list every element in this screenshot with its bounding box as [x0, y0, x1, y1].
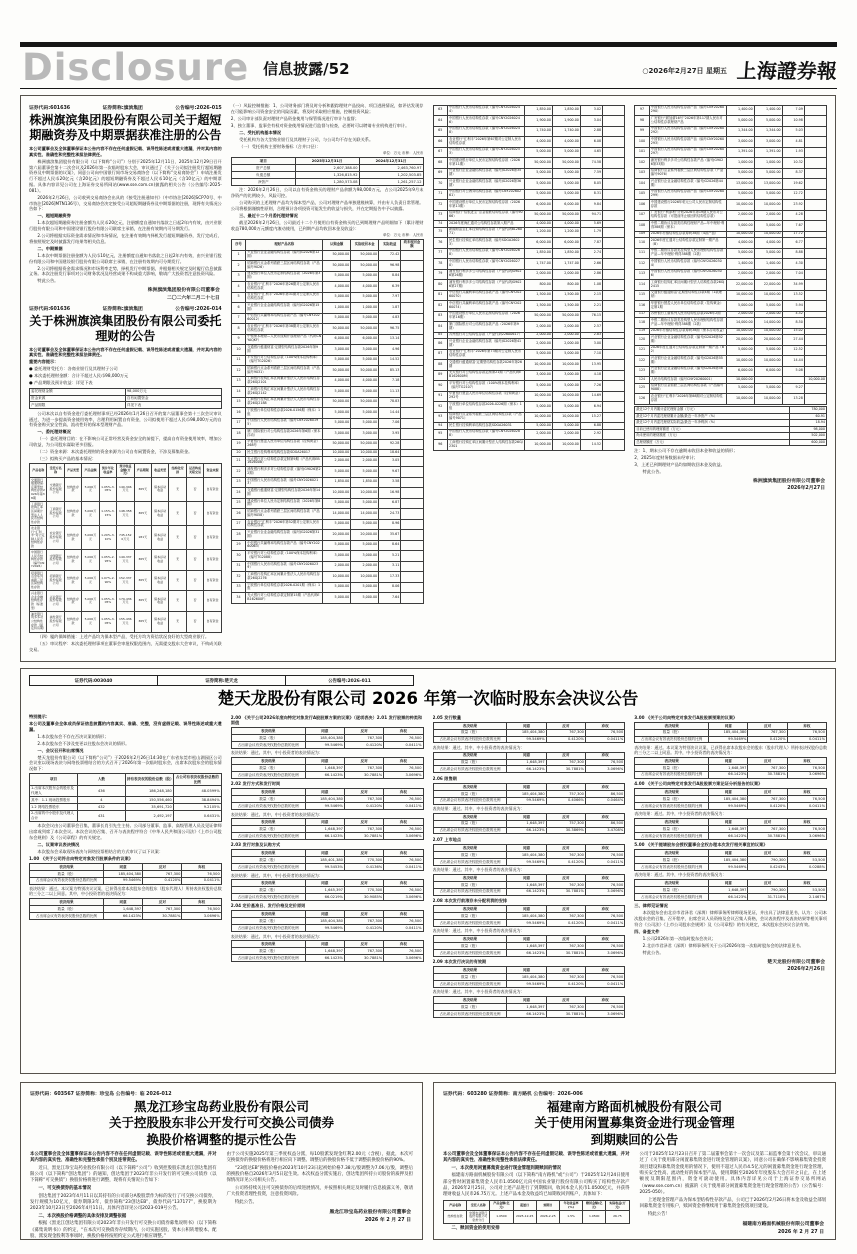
table-row: 委托理财金额 98,000万元: [30, 388, 222, 395]
table-row: 1.出席本次股东会的股东及代理人 436 186,248,180 48.0599%: [31, 786, 220, 795]
table-row: 94 民生银行挂钩利率结构性存款SDGA26031 5,000.00 5,000.00 6.88: [433, 423, 625, 430]
matured-products-table-3: [634, 105, 827, 405]
table-row: 123 兴业银行企业金融结构性存款（编号JG2026第58期） 6,000.00 6,000.00 5.08: [635, 366, 827, 377]
table-row: 104 兴业银行企业金融结构性存款（编号JG2026第44期） 13,000.00 13,000.00 19.62: [635, 179, 827, 190]
table-row: 82 中信银行共赢利率结构性存款产品（编号CNY20260074） 1,500.00 1,500.00 2.21: [433, 301, 625, 312]
table-row: 11 平安银行对公结构性存款（100%保本挂钩利率）（编号TG2026） 5,000.00 5,000.00 14.52: [231, 355, 423, 366]
table-row: 68 中国建设银行单位人民币定制结构性存款（2026年第11期） 50,000.00 50,000.00 74.58: [433, 158, 625, 169]
table-row: 最近12个月内委托理财累计金额/最近一年净资产（%） 60.91: [635, 413, 827, 420]
table-row: 99 中国银行人民币结构性存款产品（编号CNY20260292） 1,344.00 1,344.00 5.03: [635, 126, 827, 137]
table-row: 95 中国银行人民币结构性存款（编号CNY20260288） 2,000.00 2,000.00 2.92: [433, 429, 625, 440]
table-row: 64 中国银行人民币结构性存款（编号CNY20260246） 1,900.00 1,900.00 3.04: [433, 116, 625, 127]
vote-group: 4.00 《关于公司向特定对象发行A股股票方案论证分析报告的议案》 表决结果 同意 反对 弃权 数量（股） 185,404,380 767,300 76,500 占出席会议有效表决权股份总数的比例 99.5469% 0.4120% 0.0411% 表决结果：通过。其中，中小投资者的表决情况为： 表决结果 同意 反对 弃权 数量（股） 1,648,397 767,300 76,500 占出席会议有效表决权股份总数的比例 66.1423% 30.7881% 3.0696%: [634, 781, 827, 840]
vote-table-minority: 表决结果 同意 反对 弃权 数量（股） 1,648,397 757,300 86,500 占出席会议有效表决权股份总数的比例 66.1423% 30.3869% 3.4708%: [433, 813, 626, 835]
masthead: [22, 47, 837, 87]
table-row: 总理财额度（万元） 600,000: [635, 439, 827, 446]
codes-line: 证券代码:003040 证券简称:楚天龙 公告编号:2026-011: [29, 675, 414, 686]
table-row: 资金来源 自有闲置资金: [30, 395, 222, 402]
table-row: 83 中国建设银行单位人民币定制结构性存款（2026年第16期） 50,000.00 50,000.00 76.15: [433, 311, 625, 322]
table-row: 110 2026年度汇通对公结构性存款定制第一期产品（B） 4,000.00 4,000.00 6.77: [635, 238, 827, 249]
table-row: 126 农业银行“汇利丰”2026年第88期对公定制结构性存款 10,000.00 10,000.00 13.28: [635, 394, 827, 405]
unit-note: 单位：万元 币种：人民币: [382, 232, 424, 237]
table-row: 92 宁波银行单位结构性存款2026-0226期（保本）1组 5,000.00 5,000.00 6.94: [433, 402, 625, 413]
table-row: 招商银行点金系列看跌三层区间结构性存款 招商银行股份有限公司 结构性存款 5,000万元 1.07%-2.90% 152-337万元 365天 保本浮动收益 无 否 自有资金: [30, 570, 222, 591]
vote-group: 2.05 发行数量 表决结果 同意 反对 弃权 数量（股） 185,404,380 767,300 76,500 占出席会议有效表决权股份总数的比例 99.5469% 0.4120% 0.0411% 表决结果：通过。其中，中小投资者的表决情况为： 表决结果 同意 反对 弃权 数量（股） 1,648,397 767,300 76,500 占出席会议有效表决权股份总数的比例 66.1423% 30.7881% 3.0696%: [433, 715, 626, 774]
financial-summary-table: 项目 2025年12月31日 2024年12月31日 资产总额 2,607,388.00 2,463,760.97 负债总额 1,326,815.92 1,202,503.85 净资产 1,280,573.08 1,261,257.12: [231, 157, 424, 186]
body-text: 注：2026年2月26日，公司以自有资金购买的理财产品余额为98,000万元，占公司2025年9月末净资产的比例较小，风险可控。 公司购买的上述理财产品均为保本型产品，公司对理财产品单独建账核算，并由专人负责日常管理。公司将根据谨慎性原则，合理预计各项投资可能发生的收益与损失，并在定期报告中予以披露。 三、最近十二个月委托理财情况 截至2026年2月26日，公司最近十二个月使用自有资金购买的已到期理财产品明细如下（累计理财收益780,000万元额度内滚动使用，已到期产品均收回本金及收益）：: [230, 187, 424, 231]
agm-column-1: [29, 714, 222, 1059]
table-row: 1.2 网络投票股东 432 35,691,720 9.2105%: [31, 804, 220, 809]
codes-line: 证券代码:601636 证券简称:旗滨集团 公告编号:2026-015: [29, 106, 222, 111]
table-row: 21 光大银行对公结构性存款定制第9期（产品代码EB162600B） 2,000.00 2,000.00 3.05: [231, 456, 423, 467]
notes-text: 注：1、期末公司不存在逾期未收回本金和收益的情形； 2、2025年度财务数据未经审计； 3、上述已到期理财产品均如期收回本金及收益。 特此公告。: [634, 447, 738, 474]
table-row: 122 兴业银行企业金融结构性存款（编号JG2026第55期） 10,000.00 10,000.00 14.44: [635, 356, 827, 367]
brand-text: Disclosure: [22, 45, 250, 89]
announcement-zhenbaodao-block: [20, 1082, 423, 1240]
matured-products-table-2: [433, 105, 626, 451]
vote-table: 表决结果 同意 反对 弃权 数量（股） 185,404,380 767,300 76,500 占出席会议有效表决权股份总数的比例 99.5469% 0.4120% 0.0411%: [433, 966, 626, 988]
table-row: 26 招商银行点金系列看跌三层区间结构性存款（产品编号9058） 14,000.00 14,000.00 24.73: [231, 509, 423, 520]
vote-group: 5.00 《关于提请股东会授权董事会全权办理本次发行相关事宜的议案》 表决结果 同意 反对 弃权 数量（股） 185,404,380 790,300 53,500 占出席会议有效表决权股份总数的比例 99.5469% 0.4243% 0.0288% 表决结果：通过。其中，中小投资者的表决情况为： 表决结果 同意 反对 弃权 数量（股） 1,648,397 790,300 53,500 占出席会议有效表决权股份总数的比例 66.1423% 31.7110% 2.1467%: [634, 842, 827, 901]
vote-table: 表决结果 同意 反对 弃权 数量（股） 185,404,380 767,300 76,500 占出席会议有效表决权股份总数的比例 99.5469% 0.4120% 0.0411%: [634, 788, 827, 810]
body-text: 特别提示： 本公司及董事会全体成员保证信息披露的内容真实、准确、完整，没有虚假记载、误导性陈述或重大遗漏。 1.本次股东会不存在否决议案的情形； 2.本次股东会不涉及变更以往股东会决议的情形。 一、会议召开和出席情况 楚天龙股份有限公司（以下简称“公司”）于2026年2月26日14:30在广东省东莞市松山湖园区公司会议室以现场表决与网络投票相结合的方式召开了2026年第一次临时股东会，出席本次股东会的股东情况如下：: [29, 713, 222, 772]
vote-table-minority: 表决结果 同意 反对 弃权 数量（股） 1,648,397 767,300 76,500 占出席会议有效表决权股份总数的比例 66.1423% 30.7881% 3.0696%: [29, 898, 222, 920]
table-row: 结构性存款 中国农业银行股份有限公司泉州分行 1.0500 2025-12-25 2026-2-25 1.5% 1.0500 26.75: [444, 1211, 630, 1224]
body-text: 本公司董事会及全体董事保证本公告内容不存在任何虚假记载、误导性陈述或者重大遗漏，并对其内容的真实性、准确性和完整性承担法律责任。 株洲旗滨集团股份有限公司（以下简称“公司”）分别于2025年12月11日、2025年12月29日召开第六届董事会第十二次会议及2026年第一次临时股东大会，审议通过了《关于公司拟注册发行超短期融资券及中期票据的议案》，同意公司向中国银行间市场交易商协会（以下简称“交易商协会”）申请注册发行不超过人民币20亿元（含20亿元）的超短期融资券及不超过人民币10亿元（含10亿元）的中期票据。具体内容详见公司在上海证券交易所网站(www.sse.com.cn)披露的相关公告（公告编号:2025-081）。 2026年2月26日，公司收到交易商协会出具的《接受注册通知书》（中市协注[2026]SCP70号、中市协注[2026]MTN136号），交易商协会决定接受公司超短期融资券及中期票据的注册，现将有关情况公告如下： 一、超短期融资券 1.本次超短期融资券注册金额为人民币20亿元，注册额度自通知书落款之日起2年内有效，由兴业银行股份有限公司和中国建设银行股份有限公司联席主承销，在注册有效期内可分期发行。 2.公司将根据实际资金需求情况和市场情况，在注册有效期内择机发行超短期融资券，发行完成后，将按照规定及时披露发行结果等相关信息。 二、中期票据 1.本次中期票据注册金额为人民币10亿元，注册额度自通知书落款之日起2年内有效，由兴业银行股份有限公司和中国建设银行股份有限公司联席主承销，在注册有效期内可分期发行。 2.公司将根据资金需求情况和市场利率走势，择机发行中期票据，并根据相关规定及时履行信息披露义务。本次注册发行事项对公司财务状况及经营成果不构成重大影响，敬请广大投资者注意投资风险。 特此公告。: [29, 146, 222, 284]
table-row: 105 中国银行人民币结构性存款产品（编号CNY20260299） 5,000.00 5,000.00 12.72: [635, 189, 827, 200]
attendance-table: 项目 人数 持有表决权的股份总数（股） 占公司有表决权股份总数的比例 1.出席本次股东会的股东及代理人 436 186,248,180 48.0599% 其中：1.1 现场投票股东 4 150,556,460 38.8494% 1.2 网络投票股东 432 35,691,720 9.2105% 2.出席的中小股东及代理人合计 431 2,492,197 0.6431%: [31, 775, 220, 820]
table-row: 86 兴业银行企业金融结构性存款（编号JG2026第41期） 2,000.00 2,000.00 3.00: [433, 339, 625, 350]
table-row: 34 光大银行对公结构性存款定制第15期（产品代码EB162600F） 5,000.00 5,000.00 7.64: [231, 593, 423, 604]
table-row: 93 招商银行点金系列看跌三层区间结构性存款（产品编号9071） 10,000.00 10,000.00 15.27: [433, 412, 625, 423]
qibin-column-3: [433, 103, 626, 654]
table-row: 106 中国建设银行2026年乾元公司人民币定制结构性存款 10,000.00 10,000.00 23.92: [635, 200, 827, 211]
table-row: 工商银行挂钩汇率区间累计型法人人民币结构性存款 工商银行股份有限公司 结构性存款 5,000万元 1.15%-3.15% 148-358万元 365天 保本浮动收益 无 否 自有资金: [30, 501, 222, 525]
signature: 黑龙江珍宝岛药业股份有限公司董事会 2026 年 2 月 27 日: [329, 1210, 411, 1223]
vote-table: 表决结果 同意 反对 弃权 数量（股） 185,401,380 770,300 76,500 占出席会议有效表决权股份总数的比例 99.5453% 0.4136% 0.0411%: [231, 849, 424, 871]
vote-table-minority: 表决结果 同意 反对 弃权 数量（股） 1,648,397 767,300 76,500 占出席会议有效表决权股份总数的比例 66.1423% 30.7881% 3.0696%: [634, 757, 827, 779]
overview-table: [29, 388, 222, 410]
announcement-nanfang-block: [433, 1082, 836, 1240]
vote-table-minority: 表决结果 同意 反对 弃权 数量（股） 1,648,397 767,300 76,500 占出席会议有效表决权股份总数的比例 66.1423% 30.7881% 3.0696%: [433, 996, 626, 1018]
table-row: 124 人民币结构性存款（编号CNY20260001） 10,000.00 10,000.00: [635, 377, 827, 384]
table-row: 10 交通银行蕴通财富·定期型结构性存款2026年第9期 3,000.00 3,000.00 4.96: [231, 345, 423, 356]
unit-note: 单位：万元 币种：人民币: [382, 150, 424, 155]
table-row: 71 中国银行对公搏弈结构性存款（编号CNY20260261） 5,000.00 5,000.00 8.31: [433, 189, 625, 200]
body-text: 本公司董事会及全体董事保证本公告内容不存在任何虚假记载、误导性陈述或者重大遗漏，并对其内容的真实性、准确性和完整性承担个别及连带责任。 近日，黑龙江珍宝岛药业股份有限公司（以下简称“公司”）收到控股股东黑龙江创达集团有限公司（以下简称“创达集团”）的通知，创达集团于2023年非公开发行的可交换公司债券（以下简称“可交换债”）换股价格将进行调整，现将有关情况公告如下： 一、可交换债券的基本情况 创达集团于2023年4月11日以其持有的公司部分A股股票作为标的发行了可交换公司债券，发行规模为10亿元，债券期限3年，债券简称“23创达EB”，债券代码“137177”，换股期为2023年10月23日至2026年4月11日。具体内容详见公司2023-019号公告。 二、本次换股价格调整的具体安排及调整依据 根据《黑龙江创达集团有限公司2023年非公开发行可交换公司债券募集说明书》（以下简称《募集说明书》）的约定，“在本次可交换债券存续期内，公司实施送股、资本公积转增股本、配股、派发现金股利等事项时，换股价格将按照约定公式进行相应调整。”: [30, 1151, 217, 1240]
table-row: 85 苏州银行对公结构性存款（产品代码226A0617） 2,000.00 2,000.00 2.83: [433, 332, 625, 339]
qibin-column-1: [29, 103, 222, 654]
table-row: 6 兴业银行企业金融结构性存款（编号JG2026第15期） 1,000.00 1,000.00 1.87: [231, 303, 423, 314]
table-row: 72 中国建设银行单位人民币定制结构性存款（2026年第13期） 6,000.00 6,000.00 9.84: [433, 200, 625, 211]
body-text: 公司于2025年12月23日召开了第二届董事会第十一次会议及第二届监事会第十次会议，审议通过了《关于使用部分闲置募集资金进行现金管理的议案》，同意公司在确保不影响募集资金投资项目建设和募集资金使用的情况下，使用不超过人民币4.5亿元的闲置募集资金进行现金管理，购买安全性高、流动性好的保本型产品，使用期限至2026年年度股东大会召开之日止，在上述额度及期限范围内，资金可滚动使用。具体内容详见公司于上海证券交易所网站（www.sse.com.cn）披露的《关于使用部分闲置募集资金进行现金管理的公告》（公告编号：2025-050）。 上述现金管理产品为保本型结构性存款产品，公司已于2026年2月26日将本金及收益全部划回募集资金专用账户，赎回资金将继续用于募集资金投资项目建设。 特此公告！ 福建南方路面机械股份有限公司董事会 2026 年 2 月 27 日: [639, 1151, 826, 1235]
table-row: 24 交通银行蕴通财富·定期型结构性存款2026年第14期 10,000.00 10,000.00 16.98: [231, 488, 423, 499]
vote-table: 表决结果 同意 反对 弃权 数量（股） 185,404,380 767,300 76,500 占出席会议有效表决权股份总数的比例 99.5469% 0.4120% 0.0411%: [433, 844, 626, 866]
vote-group: 2.09 本次发行决议的有效期 表决结果 同意 反对 弃权 数量（股） 185,404,380 767,300 76,500 占出席会议有效表决权股份总数的比例 99.5469% 0.4120% 0.0411% 表决结果：通过。其中，中小投资者的表决情况为： 表决结果 同意 反对 弃权 数量（股） 1,648,397 767,300 76,500 占出席会议有效表决权股份总数的比例 66.1423% 30.7881% 3.0696%: [433, 959, 626, 1018]
table-row: 116 华夏银行慧盈人民币单位结构性存款（挂钩黄金）定制1期 5,000.00 5,000.00 5.94: [635, 301, 827, 312]
table-row: 91 华夏银行慧盈人民币单位结构性存款（挂钩黄金）292号 10,000.00 10,000.00 14.69: [433, 391, 625, 402]
table-row: 96 工商银行挂钩汇率区间累计型法人结构性存款26GJ2301 10,000.00 10,000.00 14.52: [433, 440, 625, 451]
table-row: 25 建设银行单位人民币定制结构性存款（2026年第8期） 5,000.00 5,000.00 6.87: [231, 498, 423, 509]
newspaper-logo: 上海證券報: [736, 58, 838, 83]
signature: 株洲旗滨集团股份有限公司董事会 2026年2月27日: [753, 478, 825, 492]
announcement-title: 黑龙江珍宝岛药业股份有限公司 关于控股股东非公开发行可交换公司债券 换股价格调整的提示性公告: [108, 1099, 334, 1147]
table-row: 8 农业银行“汇利丰”2026年第38期对公定制人民币结构性存款 50,000.00 50,000.00 96.75: [231, 324, 423, 335]
vote-group: 2.06 限售期 表决结果 同意 反对 弃权 数量（股） 185,404,380 757,300 86,500 占出席会议有效表决权股份总数的比例 99.5469% 0.4066% 0.0464% 表决结果：通过。其中，中小投资者的表决情况为： 表决结果 同意 反对 弃权 数量（股） 1,648,397 757,300 86,500 占出席会议有效表决权股份总数的比例 66.1423% 30.3869% 3.4708%: [433, 776, 626, 835]
table-row: 负债总额 1,326,815.92 1,202,503.85: [231, 172, 423, 179]
table-row: 70 兴业银行企业金融结构性存款（编号JG2026第36期） 5,000.00 5,000.00 8.05: [433, 179, 625, 190]
announcement-title: 株洲旗滨集团股份有限公司关于超短期融资券及中期票据获准注册的公告: [29, 113, 222, 142]
table-row: 67 中国银行人民币结构性存款（编号CNY20260253） 5,000.00 5,000.00 4.65: [433, 147, 625, 158]
vote-table-minority: 表决结果 同意 反对 弃权 数量（股） 1,648,397 767,300 76,500 占出席会议有效表决权股份总数的比例 66.1423% 30.7881% 3.0696%: [433, 935, 626, 957]
table-row: 14 工商银行挂钩汇率区间累计型法人人民币结构性存款26GJ2142 5,000.00 5,000.00 11.13: [231, 387, 423, 398]
table-row: 121 2026年度汇通对公结构性存款定制第一期产品（B2） 5,000.00 5,000.00 12.52: [635, 345, 827, 356]
table-row: 5 农业银行“汇利丰”2026年第31期对公定制人民币结构性存款 5,000.00 5,000.00 7.97: [231, 292, 423, 303]
table-row: 66 农业银行“汇利丰”2026年第67期对公定制人民币结构性存款 4,000.00 4,000.00 6.08: [433, 137, 625, 148]
cash-management-table: 产品名称 受托人名称 产品金额(亿元) 起始日 到期日 年化收益率(%) 赎回金额(亿元) 实际收益(万元) 结构性存款 中国农业银行股份有限公司泉州分行 1.0500 2025-12-25 2026-2-25 1.5% 1.0500 26.75: [443, 1200, 630, 1224]
vote-table: 表决结果 同意 反对 弃权 数量（股） 185,404,380 767,300 76,500 占出席会议有效表决权股份总数的比例 99.5469% 0.4120% 0.0411%: [634, 722, 827, 744]
vote-group: 2.08 本次发行前滚存未分配利润的安排 表决结果 同意 反对 弃权 数量（股） 185,404,380 767,300 76,500 占出席会议有效表决权股份总数的比例 99.5469% 0.4120% 0.0411% 表决结果：通过。其中，中小投资者的表决情况为： 表决结果 同意 反对 弃权 数量（股） 1,648,397 767,300 76,500 占出席会议有效表决权股份总数的比例 66.1423% 30.7881% 3.0696%: [433, 898, 626, 957]
table-row: 20 民生银行挂钩利率结构性存款SDGA26017 10,000.00 10,000.00 18.64: [231, 450, 423, 457]
signature: 福建南方路面机械股份有限公司董事会 2026 年 2 月 27 日: [742, 1221, 824, 1235]
table-row: 115 交通银行蕴通财富·定期型结构性存款4期（1款理财） 10,000.00 10,000.00 13.52: [635, 290, 827, 301]
table-row: 103 招商银行点金系列看跌三层区间结构性存款（产品编号9076） 5,000.00 5,000.00 8.37: [635, 168, 827, 179]
table-row: 目前已使用的理财额度（万元） 98,000: [635, 426, 827, 433]
table-row: 尚未使用的理财额度（万元） 502,000: [635, 433, 827, 440]
announcement-qibin-block: [20, 95, 836, 662]
table-row: 74 2026年度海汇通对公结构性存款第八期产品 4,000.00 4,000.00 5.69: [433, 221, 625, 228]
table-row: 118 中银二期协议存款类挂钩型人民币理财结构性存款产品—年中理财·利得388期（2款） 14,000.00 14,000.00 8.50: [635, 318, 827, 329]
date-text: ○2026年2月27日 星期五: [642, 67, 727, 75]
table-row: 107 广发银行“利添利”计划2026年第19期人民币对公结构性存款（可提前终止赎回的结构性存款） 2,000.00 2,000.00 4.28: [635, 210, 827, 221]
table-row: 农业银行“汇利丰”对公定制人民币结构性存款 农业银行股份有限公司 结构性存款 5,000万元 1.20%-3.10% 745-1520万元 181天 保本浮动收益 无 否 自有资金: [30, 526, 222, 550]
codes-line: 证券代码：603280 证券简称：南方路机 公告编号：2026-006: [443, 1092, 583, 1097]
table-row: 117 苏州银行工薪系列人民币结构性存款2026年2期 2,000.00 2,000.00 4.52: [635, 311, 827, 318]
table-row: 13 工商银行挂钩汇率区间累计型法人人民币结构性存款26GJ2101 4,000.00 4,000.00 7.18: [231, 376, 423, 387]
table-row: 73 招商银行“招银进宝”点金看跌结构性存款（编号9066） 50,000.00 50,000.00 94.71: [433, 210, 625, 221]
vote-table: 表决结果 同意 反对 弃权 数量（股） 185,404,380 767,300 76,500 占出席会议有效表决权股份总数的比例 99.5469% 0.4120% 0.0411%: [29, 863, 222, 885]
body-text: （一）风险控制措施：1、公司财务部门将及时分析和跟踪理财产品投向、项目进展情况，如评估发现存在可能影响公司资金安全的风险因素，将及时采取相应措施，控制投资风险； 2、公司审计部负责对理财产品资金使用与保管情况进行审计与监督； 3、独立董事、监事会有权对资金使用情况进行监督与检查，必要时可以聘请专业机构进行审计。 二、受托机构基本情况 受托机构为各大型商业银行及其理财子公司，与公司均不存在关联关系。 （一）受托机构主要财务指标（合并口径）：: [230, 103, 424, 149]
table-row: 交通银行蕴通财富·定期型结构性存款2026年第38期 交通银行股份有限公司 结构性存款 5,000万元 1.05%-3.05% 140-346万元 365天 保本浮动收益 无 否 自有资金: [30, 477, 222, 501]
vote-table: 表决结果 同意 反对 弃权 数量（股） 185,404,380 767,300 76,500 占出席会议有效表决权股份总数的比例 99.5469% 0.4120% 0.0411%: [231, 788, 424, 810]
table-row: 最近12个月内累计委托理财金额（万元） 780,000: [635, 407, 827, 414]
table-row: 净资产 1,280,573.08 1,261,257.12: [231, 178, 423, 185]
table-row: 77 中国银行人民币结构性存款（编号CNY20260268） 1,850.00 1,850.00 2.74: [433, 248, 625, 259]
table-row: 63 中国银行人民币结构性存款（编号CNY20260244） 1,850.00 1,850.00 3.02: [433, 105, 625, 116]
table-row: 产品期限 详见下表: [30, 402, 222, 409]
table-row: 75 新湖财富宝汇率挂钩结构性存款（产品代码BL26071） 1,200.00 1,200.00 1.79: [433, 227, 625, 238]
wealth-products-table: 产品名称 受托方名称 产品类型 产品金额 预计年化收益率 预计收益金额(万元) 产品期限 收益类型 结构化安排 是否构成关联交易 资金来源 交通银行蕴通财富·定期型结构性存款2026年第38期 交通银行股份有限公司 结构性存款 5,000万元 1.05%-3.05% 140-346万元 365天 保本浮动收益 无 否 自有资金 工商银行挂钩汇率区间累计型法人人民币结构性存款 工商银行股份有限公司 结构性存款 5,000万元 1.15%-3.15% 148-358万元 365天 保本浮动收益 无 否 自有资金 农业银行“汇利丰”对公定制人民币结构性存款 农业银行股份有限公司 结构性存款 5,000万元 1.20%-3.10% 745-1520万元 181天 保本浮动收益 无 否 自有资金 中国银行人民币结构性存款（编号CNY2026） 中国银行股份有限公司 结构性存款 5,000万元 1.05%-2.95% 149-337万元 365天 保本浮动收益 无 否 自有资金 招商银行点金系列看跌三层区间结构性存款 招商银行股份有限公司 结构性存款 5,000万元 1.07%-2.90% 152-337万元 365天 保本浮动收益 无 否 自有资金 兴业银行企业金融结构性存款（标准型） 兴业银行股份有限公司 结构性存款 5,000万元 1.05%-3.05% 179-436万元 365天 保本浮动收益 无 否 自有资金 浦发银行利多多对公结构性存款（固定持有期） 浦发银行股份有限公司 结构性存款 5,000万元 1.05%-3.05% 155-436万元 365天 保本浮动收益 无 否 自有资金: [29, 463, 222, 632]
table-row: 28 兴业银行企业金融结构性存款（编号JG2026第31期） 20,000.00 20,000.00 35.67: [231, 530, 423, 541]
table-row: 12 招商银行点金系列看跌三层区间结构性存款（产品编号9031） 50,000.00 50,000.00 85.13: [231, 366, 423, 377]
vote-table-minority: 表决结果 同意 反对 弃权 数量（股） 1,648,397 767,300 76,500 占出席会议有效表决权股份总数的比例 66.1423% 30.7881% 3.0696%: [433, 752, 626, 774]
table-row: 1 兴业银行企业金融结构性存款（编号JG2026第12期） 50,000.00 50,000.00 72.42: [231, 250, 423, 261]
table-row: 69 兴业银行企业金融结构性存款（编号JG2026第35期） 5,000.00 5,000.00 7.59: [433, 168, 625, 179]
table-row: 其中：1.1 现场投票股东 4 150,556,460 38.8494%: [31, 797, 220, 802]
table-row: 89 光大银行对公结构性存款定制第21期（产品代码EB162600M） 3,000.00 3,000.00 4.18: [433, 370, 625, 381]
announcement-chutianlong-block: [20, 668, 836, 1074]
table-row: 113 中国银行人民币结构性存款（编号CNY20260306） 2,000.00 2,000.00 7.04: [635, 269, 827, 280]
table-row: 兴业银行企业金融结构性存款（标准型） 兴业银行股份有限公司 结构性存款 5,000万元 1.05%-3.05% 179-436万元 365天 保本浮动收益 无 否 自有资金: [30, 591, 222, 612]
body-text: （四）履约保障措施：上述产品均为保本型产品，受托方均为资信状况良好的大型商业银行。 （五）审议程序：本次委托理财事项在董事会审批权限范围内，无需提交股东大会审议，不构成关联交易。: [29, 634, 222, 652]
vote-group: 2.04 定价基准日、发行价格及定价原则 表决结果 同意 反对 弃权 数量（股） 185,404,380 767,300 76,500 占出席会议有效表决权股份总数的比例 99.5469% 0.4120% 0.0411% 表决结果：通过。其中，中小投资者的表决情况为： 表决结果 同意 反对 弃权 数量（股） 1,648,397 767,300 76,500 占出席会议有效表决权股份总数的比例 66.1423% 30.7881% 3.0696%: [231, 903, 424, 962]
agm-column-2: [231, 714, 424, 1059]
codes-line: 证券代码:601636 证券简称:旗滨集团 公告编号:2026-014: [29, 306, 222, 312]
table-row: 119 2026年村镇结构性存款尊尚38期（保本浮动收益） 10,000.00 10,000.00 15.02: [635, 328, 827, 335]
table-row: 22 浦发银行利多多对公结构性存款（编号JG9026第22期） 5,000.00 5,000.00 9.67: [231, 467, 423, 478]
table-row: 19 华夏银行慧盈人民币单位结构性存款（挂钩黄金）268号 50,000.00 50,000.00 92.28: [231, 439, 423, 450]
table-row: 108 中银二期协议存款类结构性理财产品—年中理财·利得388期（保本） 5,000.00 5,000.00 7.67: [635, 221, 827, 232]
vote-table-minority: 表决结果 同意 反对 弃权 数量（股） 1,648,397 790,300 53,500 占出席会议有效表决权股份总数的比例 66.1423% 31.7110% 2.1467%: [634, 879, 827, 901]
table-row: 7 中信银行共赢利率结构性存款产品（编号CNY20260012） 5,000.00 5,000.00 4.83: [231, 313, 423, 324]
vote-table-minority: 表决结果 同意 反对 弃权 数量（股） 1,648,397 767,300 76,500 占出席会议有效表决权股份总数的比例 66.1423% 30.7881% 3.0696%: [231, 757, 424, 779]
vote-table-minority: 表决结果 同意 反对 弃权 数量（股） 1,648,397 767,300 76,500 占出席会议有效表决权股份总数的比例 66.1423% 30.7881% 3.0696%: [433, 874, 626, 896]
agm-column-4: [634, 714, 827, 1059]
qibin-column-2: [231, 103, 424, 654]
table-row: 90 平安银行对公结构性存款（100%保本挂钩利率）（编号TG2107） 5,000.00 5,000.00 7.26: [433, 381, 625, 392]
announcement-title: 关于株洲旗滨集团股份有限公司委托理财的公告: [29, 313, 222, 343]
vote-table: 表决结果 同意 反对 弃权 数量（股） 185,404,380 757,300 86,500 占出席会议有效表决权股份总数的比例 99.5469% 0.4066% 0.0464%: [433, 783, 626, 805]
vote-group: 2.00 《关于公司2026年度向特定对象发行A股股票方案的议案》（逐项表决）2.01 发行股票的种类和面值 表决结果 同意 反对 弃权 数量（股） 185,404,380 767,300 76,500 占出席会议有效表决权股份总数的比例 99.5469% 0.4120% 0.0411% 表决结果：通过。其中，中小投资者的表决情况为： 表决结果 同意 反对 弃权 数量（股） 1,648,397 767,300 76,500 占出席会议有效表决权股份总数的比例 66.1423% 30.7881% 3.0696%: [231, 715, 424, 779]
table-row: 中国银行人民币结构性存款（编号CNY2026） 中国银行股份有限公司 结构性存款 5,000万元 1.05%-2.95% 149-337万元 365天 保本浮动收益 无 否 自有资金: [30, 550, 222, 571]
announcement-title: 楚天龙股份有限公司 2026 年第一次临时股东会决议公告: [217, 689, 639, 708]
table-row: 9 中银保本理财—人民币按期开放理财产品（代码CNYAQKF） 6,000.00 6,000.00 13.14: [231, 334, 423, 345]
table-row: 81 中信银行共赢利率结构性存款产品（编号CNY20260070） 1,500.00 1,500.00 2.15: [433, 290, 625, 301]
table-row: 101 中国银行人民币结构性存款产品（编号CNY20260297） 1,391.00 1,391.00 1.93: [635, 147, 827, 158]
table-row: 98 广发银行“薪加薪16号”2026年第117期人民币对公结构性存款理财产品 5,000.00 5,000.00 10.98: [635, 116, 827, 127]
body-text: 由于公司实施2025年第三季度权益分派，每10股派发现金红利2.00元（含税），据此，本次可交换债券的换股价格将进行相应向下调整。调整后的换股价格不低于调整前换股价格的90%。 “23创达EB”换股价格由2023年10月23日起初始价格7.38元/股调整为7.06元/股，调整后的换股价格自2026年3月5日起生效。本次权益分派实施后，创达集团所持公司股份的质押及担保情况详见公司相关公告。 公司将持续关注可交换债券的后续进展情况，并按照相关规定及时履行信息披露义务，敬请广大投资者理性投资，注意投资风险。 特此公告。 黑龙江珍宝岛药业股份有限公司董事会 2026 年 2 月 27 日: [226, 1151, 413, 1223]
qibin-column-4: [634, 103, 827, 654]
section-label: 信息披露/52: [263, 59, 350, 78]
table-row: 2.出席的中小股东及代理人合计 431 2,492,197 0.6431%: [31, 811, 220, 820]
table-row: 87 农业银行“汇利丰”2026年第73期对公定制人民币结构性存款 5,000.00 5,000.00 7.10: [433, 349, 625, 360]
vote-table-minority: 表决结果 同意 反对 弃权 数量（股） 1,648,397 767,300 76,500 占出席会议有效表决权股份总数的比例 66.1423% 30.7881% 3.0696%: [634, 818, 827, 840]
table-row: 84 厦门国际银行对公结构性存款产品（2026年第9期） 2,000.00 2,000.00 2.57: [433, 322, 625, 333]
table-row: 29 中信银行共赢利率结构性存款产品（编号CNY20260063） 5,000.00 5,000.00 8.64: [231, 540, 423, 551]
body-text: 公司本次以自有资金进行委托理财事项已经2026年1月26日召开的第六届董事会第十三次会议审议通过，为进一步提高资金使用效率，合理利用闲置自有资金，公司拟使用不超过人民币98,000万元的自有资金购买安全性高、流动性好的保本型理财产品。 一、委托理财概况 （一）委托理财目的：在不影响公司正常经营及资金安全的前提下，提高自有资金使用效率，增加公司收益，为公司股东谋取更多回报。 （二）资金来源：本次委托理财的资金来源为公司自有闲置资金，不涉及募集资金。 （三）拟购买产品的基本情况：: [29, 410, 222, 462]
vote-table: 表决结果 同意 反对 弃权 数量（股） 185,404,380 790,300 53,500 占出席会议有效表决权股份总数的比例 99.5469% 0.4243% 0.0288%: [634, 849, 827, 871]
table-row: 76 民生银行挂钩汇率结构性存款（编号SDGA26023） 6,000.00 6,000.00 7.87: [433, 238, 625, 249]
vote-table-minority: 表决结果 同意 反对 弃权 数量（股） 1,648,397 767,300 76,500 占出席会议有效表决权股份总数的比例 66.1423% 30.7881% 3.0696%: [231, 818, 424, 840]
table-row: 88 交通银行蕴通财富·定期型结构性存款2026年第26期 10,000.00 10,000.00 13.95: [433, 360, 625, 371]
announcement-title: 福建南方路面机械股份有限公司 关于使用闲置募集资金进行现金管理 到期赎回的公告: [534, 1099, 735, 1147]
vote-table: 表决结果 同意 反对 弃权 数量（股） 185,404,380 767,300 76,500 占出席会议有效表决权股份总数的比例 99.5469% 0.4120% 0.0411%: [433, 905, 626, 927]
table-row: 27 农业银行“汇利丰”2026年第52期对公定制人民币结构性存款 5,000.00 5,000.00 8.96: [231, 519, 423, 530]
vote-table: 表决结果 同意 反对 弃权 数量（股） 185,404,380 767,300 76,500 占出席会议有效表决权股份总数的比例 99.5469% 0.4120% 0.0411%: [231, 910, 424, 932]
vote-table-minority: 表决结果 同意 反对 弃权 数量（股） 1,648,397 767,300 76,500 占出席会议有效表决权股份总数的比例 66.1423% 30.7881% 3.0696%: [231, 940, 424, 962]
vote-table: 表决结果 同意 反对 弃权 数量（股） 185,404,380 767,300 76,500 占出席会议有效表决权股份总数的比例 99.5469% 0.4120% 0.0411%: [231, 727, 424, 749]
signature: 株洲旗滨集团股份有限公司董事会 二〇二六年二月二十七日: [147, 288, 220, 301]
body-text: 本公司董事会及全体董事保证本公告内容不存在任何虚假记载、误导性陈述或者重大遗漏，并对其内容的真实性、准确性和完整性承担法律责任。 一、本次使用闲置募集资金进行现金管理到期赎回的情况 福建南方路面机械股份有限公司（以下简称“南方路机”或“公司”）于2025年12月24日使用部分暂时闲置募集资金人民币1.0500亿元向中国农业银行股份有限公司购买了结构性存款产品，2026年2月25日，公司对上述产品进行了到期赎回，收回本金人民币1.0500亿元，并获得理财收益人民币26.75万元。上述产品本金及收益均已如期收回到账户，具体如下： 产品名称 受托人名称 产品金额(亿元) 起始日 到期日 年化收益率(%) 赎回金额(亿元) 实际收益(万元) 结构性存款 中国农业银行股份有限公司泉州分行 1.0500 2025-12-25 2026-2-25 1.5% 1.0500 26.75 二、赎回资金的使用安排: [443, 1151, 630, 1231]
table-row: 100 中国银行人民币结构性存款产品（编号CNY20260293） 3,000.00 3,000.00 4.81: [635, 137, 827, 148]
table-row: 80 浦发银行利多多公司结构性存款（产品代码JG9026第27期） 800.00 800.00 1.08: [433, 280, 625, 291]
table-row: 15 工商银行挂钩汇率区间累计型法人人民币结构性存款26GJ2188 50,000.00 50,000.00 78.83: [231, 397, 423, 408]
table-row: 3 建设银行单位人民币定制结构性存款（2026年第3期） 5,000.00 5,000.00 8.84: [231, 271, 423, 282]
codes-line: 证券代码：603567 证券简称：珍宝岛 公告编号：临 2026-012: [30, 1092, 172, 1097]
table-row: 23 中国银行人民币结构性存款（编号CNY20260213） 1,850.00 1,850.00 3.58: [231, 477, 423, 488]
table-row: 33 宁波银行单位结构性存款2026-0201期（保本）1组 5,000.00 5,000.00 8.06: [231, 582, 423, 593]
table-row: 资产总额 2,607,388.00 2,463,760.97: [231, 165, 423, 172]
table-row: 109 2026年村镇结构性存款尊尚38期（4款产品） 10,000.00 10,000.00 17.72: [635, 231, 827, 238]
table-row: 30 平安银行对公结构性存款（100%保本挂钩利率）（编号TG2088） 3,000.00 3,000.00 5.21: [231, 551, 423, 562]
vote-table-minority: 表决结果 同意 反对 弃权 数量（股） 1,645,397 770,300 76,500 占出席会议有效表决权股份总数的比例 66.0219% 30.9085% 3.0696%: [231, 879, 424, 901]
vote-group: 3.00 《关于公司向特定对象发行A股股票预案的议案》 表决结果 同意 反对 弃权 数量（股） 185,404,380 767,300 76,500 占出席会议有效表决权股份总数的比例 99.5469% 0.4120% 0.0411% 表决结果：通过。本议案为特别决议议案，已获得出席本次股东会的股东（股东代理人）所持表决权股份总数的三分之二以上同意。其中，中小投资者的表决情况为： 表决结果 同意 反对 弃权 数量（股） 1,648,397 767,300 76,500 占出席会议有效表决权股份总数的比例 66.1423% 30.7881% 3.0696%: [634, 715, 827, 779]
table-row: 112 中国银行人民币结构性存款（编号CNY20260304） 1,400.00 1,400.00 4.30: [635, 259, 827, 270]
table-row: 78 中国银行人民币结构性存款（编号CNY20260270） 1,747.00 1,747.00 2.66: [433, 259, 625, 270]
table-row: 120 兴业银行企业金融结构性存款（编号JG2026第52期） 20,000.00 20,000.00 27.44: [635, 335, 827, 346]
table-row: 79 浦发银行利多多公司结构性存款（产品代码JG9026第26期） 2,000.00 2,000.00 2.86: [433, 269, 625, 280]
table-row: 浦发银行利多多对公结构性存款（固定持有期） 浦发银行股份有限公司 结构性存款 5,000万元 1.05%-3.05% 155-436万元 365天 保本浮动收益 无 否 自有资金: [30, 611, 222, 632]
vote-table: 表决结果 同意 反对 弃权 数量（股） 185,404,380 767,300 76,500 占出席会议有效表决权股份总数的比例 99.5469% 0.4120% 0.0411%: [433, 722, 626, 744]
table-row: 18 厦门国际银行对公结构性存款2026年第6期（保本浮动） 3,000.00 3,000.00 3.95: [231, 429, 423, 440]
table-row: 125 招商银行点金看跌三层区间结构性存款（产品编号9088） 5,000.00 5,000.00 9.27: [635, 383, 827, 394]
table-row: 102 浦发银行利多多对公结构性存款产品（编号JG9026第33期） 1,000.00 1,000.00 10.32: [635, 158, 827, 169]
table-row: 97 中国银行人民币结构性存款产品（编号CNY20260290） 1,400.00 1,400.00 7.09: [635, 105, 827, 116]
table-row: 4 农业银行“汇利丰”2026年第26期对公定制人民币结构性存款 4,000.00 4,000.00 6.39: [231, 282, 423, 293]
closing-text: 三、律师见证情况 本次股东会由北京市君泽君（深圳）律师事务所律师现场见证，并出具了法律意见书，认为：公司本次股东会的召集、召开程序，出席会议人员资格及会议召集人资格，会议表决程序及表决结果等相关事项符合《公司法》《上市公司股东会规则》及《公司章程》的有关规定，本次股东会决议合法有效。 四、备查文件 1.公司2026年第一次临时股东会决议； 2.北京市君泽君（深圳）律师事务所关于公司2026年第一次临时股东会的法律意见书。 特此公告。: [634, 903, 827, 955]
matured-products-table-1: 序号 理财产品名称 认购金额 实际收回本金 实际收益 尚未收回金额 1 兴业银行企业金融结构性存款（编号JG2026第12期） 50,000.00 50,000.00 72.42 2 招商银行点金系列看跌三层区间结构性存款（产品编号9026） 50,000.00 50,000.00 96.98 3 建设银行单位人民币定制结构性存款（2026年第3期） 5,000.00 5,000.00 8.84 4 农业银行“汇利丰”2026年第26期对公定制人民币结构性存款 4,000.00 4,000.00 6.39 5 农业银行“汇利丰”2026年第31期对公定制人民币结构性存款 5,000.00 5,000.00 7.97 6 兴业银行企业金融结构性存款（编号JG2026第15期） 1,000.00 1,000.00 1.87 7 中信银行共赢利率结构性存款产品（编号CNY20260012） 5,000.00 5,000.00 4.83 8 农业银行“汇利丰”2026年第38期对公定制人民币结构性存款 50,000.00 50,000.00 96.75 9 中银保本理财—人民币按期开放理财产品（代码CNYAQKF） 6,000.00 6,000.00 13.14 10 交通银行蕴通财富·定期型结构性存款2026年第9期 3,000.00 3,000.00 4.96 11 平安银行对公结构性存款（100%保本挂钩利率）（编号TG2026） 5,000.00 5,000.00 14.52 12 招商银行点金系列看跌三层区间结构性存款（产品编号9031） 50,000.00 50,000.00 85.13 13 工商银行挂钩汇率区间累计型法人人民币结构性存款26GJ2101 4,000.00 4,000.00 7.18 14 工商银行挂钩汇率区间累计型法人人民币结构性存款26GJ2142 5,000.00 5,000.00 11.13 15 工商银行挂钩汇率区间累计型法人人民币结构性存款26GJ2188 50,000.00 50,000.00 78.83 16 宁波银行单位结构性存款2026-0156期（保本）1组 5,000.00 5,000.00 14.44 17 中国银行人民币结构性存款（编号CNY20260195） 5,000.00 5,000.00 7.06 18 厦门国际银行对公结构性存款2026年第6期（保本浮动） 3,000.00 3,000.00 3.95 19 华夏银行慧盈人民币单位结构性存款（挂钩黄金）268号 50,000.00 50,000.00 92.28 20 民生银行挂钩利率结构性存款SDGA26017 10,000.00 10,000.00 18.64 21 光大银行对公结构性存款定制第9期（产品代码EB162600B） 2,000.00 2,000.00 3.05 22 浦发银行利多多对公结构性存款（编号JG9026第22期） 5,000.00 5,000.00 9.67 23 中国银行人民币结构性存款（编号CNY20260213） 1,850.00 1,850.00 3.58 24 交通银行蕴通财富·定期型结构性存款2026年第14期 10,000.00 10,000.00 16.98 25 建设银行单位人民币定制结构性存款（2026年第8期） 5,000.00 5,000.00 6.87 26 招商银行点金系列看跌三层区间结构性存款（产品编号9058） 14,000.00 14,000.00 24.73 27 农业银行“汇利丰”2026年第52期对公定制人民币结构性存款 5,000.00 5,000.00 8.96 28 兴业银行企业金融结构性存款（编号JG2026第31期） 20,000.00 20,000.00 35.67 29 中信银行共赢利率结构性存款产品（编号CNY20260063） 5,000.00 5,000.00 8.64 30 平安银行对公结构性存款（100%保本挂钩利率）（编号TG2088） 3,000.00 3,000.00 5.21 31 中国银行人民币结构性存款（编号CNY20260239） 2,000.00 2,000.00 3.11 32 工商银行挂钩汇率区间累计型法人人民币结构性存款26GJ2276 10,000.00 10,000.00 17.33 33 宁波银行单位结构性存款2026-0201期（保本）1组 5,000.00 5,000.00 8.06 34 光大银行对公结构性存款定制第15期（产品代码EB162600F） 5,000.00 5,000.00 7.64: [231, 239, 424, 604]
vote-group: 2.03 发行对象及认购方式 表决结果 同意 反对 弃权 数量（股） 185,401,380 770,300 76,500 占出席会议有效表决权股份总数的比例 99.5453% 0.4136% 0.0411% 表决结果：通过。其中，中小投资者的表决情况为： 表决结果 同意 反对 弃权 数量（股） 1,645,397 770,300 76,500 占出席会议有效表决权股份总数的比例 66.0219% 30.9085% 3.0696%: [231, 842, 424, 901]
vote-group: 2.07 上市地点 表决结果 同意 反对 弃权 数量（股） 185,404,380 767,300 76,500 占出席会议有效表决权股份总数的比例 99.5469% 0.4120% 0.0411% 表决结果：通过。其中，中小投资者的表决情况为： 表决结果 同意 反对 弃权 数量（股） 1,648,397 767,300 76,500 占出席会议有效表决权股份总数的比例 66.1423% 30.7881% 3.0696%: [433, 837, 626, 896]
vote-group: 1.00 《关于公司符合向特定对象发行股票条件的议案》 表决结果 同意 反对 弃权 数量（股） 185,404,380 767,300 76,500 占出席会议有效表决权股份总数的比例 99.5469% 0.4120% 0.0411% 表决结果：通过。本议案为特别决议议案，已获得出席本次股东会的股东（股东代理人）所持表决权股份总数的三分之二以上同意。其中，中小投资者的表决情况为： 表决结果 同意 反对 弃权 数量（股） 1,648,397 767,300 76,500 占出席会议有效表决权股份总数的比例 66.1423% 30.7881% 3.0696%: [29, 856, 222, 920]
signature: 楚天龙股份有限公司董事会 2026年2月26日: [767, 959, 825, 973]
table-row: 17 中国银行人民币结构性存款（编号CNY20260195） 5,000.00 5,000.00 7.06: [231, 418, 423, 429]
table-row: 31 中国银行人民币结构性存款（编号CNY20260239） 2,000.00 2,000.00 3.11: [231, 561, 423, 572]
table-row: 最近12个月内委托理财实际收益/最近一年净利润（%） 18.94: [635, 420, 827, 427]
vote-group: 2.02 发行方式和发行时间 表决结果 同意 反对 弃权 数量（股） 185,404,380 767,300 76,500 占出席会议有效表决权股份总数的比例 99.5469% 0.4120% 0.0411% 表决结果：通过。其中，中小投资者的表决情况为： 表决结果 同意 反对 弃权 数量（股） 1,648,397 767,300 76,500 占出席会议有效表决权股份总数的比例 66.1423% 30.7881% 3.0696%: [231, 781, 424, 840]
table-row: 2 招商银行点金系列看跌三层区间结构性存款（产品编号9026） 50,000.00 50,000.00 96.98: [231, 261, 423, 272]
table-row: 65 中国银行人民币结构性存款（编号CNY20260248） 1,740.00 1,740.00 2.88: [433, 126, 625, 137]
masthead-rule: [20, 88, 837, 89]
wealth-summary-table: [634, 406, 827, 446]
body-text: 本次会议由公司董事会召集，董事长肖引先生主持。公司部分董事、监事、高级管理人员及见证律师出席或列席了本次会议。本次会议的召集、召开与表决程序符合《中华人民共和国公司法》《上市公司股东会规则》及《公司章程》的有关规定。 二、议案审议表决情况 本次股东会采取现场表决与网络投票相结合的方式审议了以下议案：: [29, 823, 222, 854]
table-row: 111 中银二期协议存款类挂钩型人民币理财结构性存款产品—年中理财·利得388期（2款） 5,000.00 5,000.00 8.88: [635, 248, 827, 259]
table-row: 16 宁波银行单位结构性存款2026-0156期（保本）1组 5,000.00 5,000.00 14.44: [231, 408, 423, 419]
body-text: 本公司董事会及全体董事保证本公告内容不存在任何虚假记载、误导性陈述或者重大遗漏，并对其内容的真实性、准确性和完整性承担法律责任。 重要内容提示： ● 委托理财受托方：各商业银行及其理财子公司 ● 本次委托理财金额：合计不超过人民币98,000万元 ● 产品期限及预计收益：详见下表: [29, 346, 222, 386]
table-row: 32 工商银行挂钩汇率区间累计型法人人民币结构性存款26GJ2276 10,000.00 10,000.00 17.33: [231, 572, 423, 583]
table-row: 114 工商银行挂钩汇率区间累计型法人结构性存款26GJ2415 22,000.00 22,000.00 34.99: [635, 280, 827, 291]
agm-column-3: [433, 714, 626, 1059]
